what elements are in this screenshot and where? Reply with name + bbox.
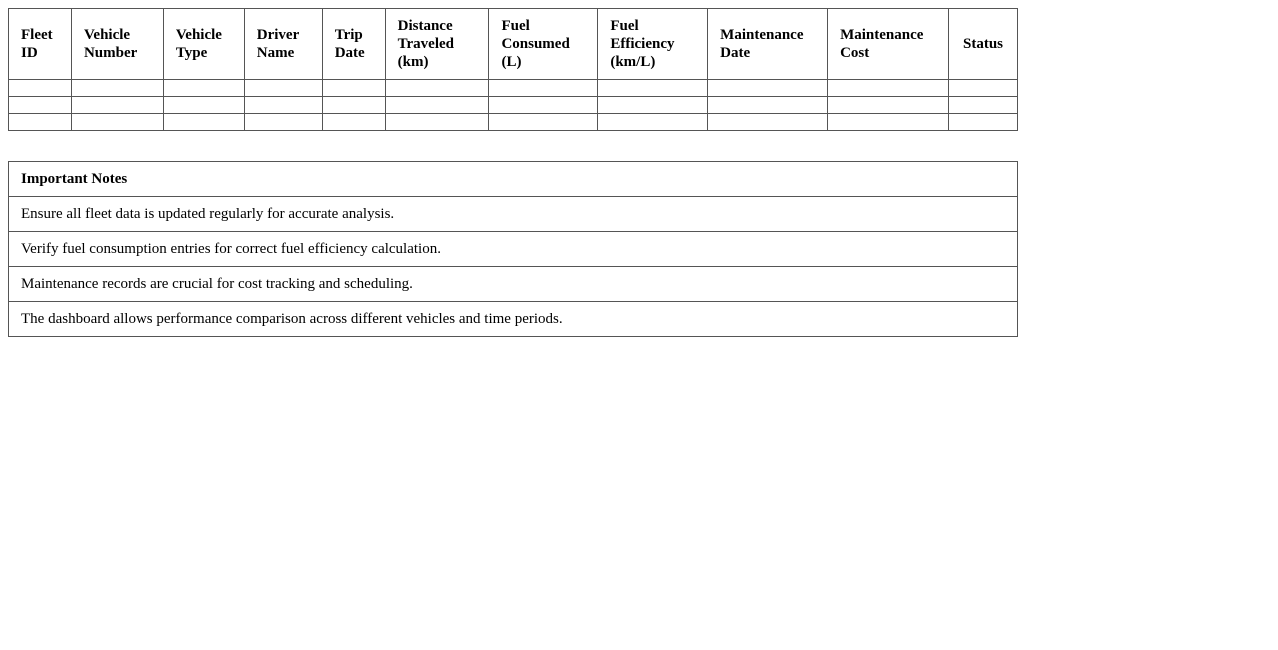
notes-header-row	[9, 162, 1018, 197]
table-cell[interactable]	[489, 80, 598, 97]
note-text: The dashboard allows performance comparison across different vehicles and time periods.	[9, 302, 1018, 337]
table-cell[interactable]	[598, 114, 708, 131]
table-cell[interactable]	[385, 114, 489, 131]
table-cell[interactable]	[828, 80, 949, 97]
table-cell[interactable]	[71, 80, 163, 97]
notes-title: Important Notes	[9, 162, 1018, 197]
table-cell[interactable]	[244, 114, 322, 131]
note-text: Verify fuel consumption entries for correct fuel efficiency calculation.	[9, 232, 1018, 267]
list-item	[9, 197, 1018, 232]
fleet-table-header-row	[9, 9, 1018, 80]
table-cell[interactable]	[71, 114, 163, 131]
table-cell[interactable]	[71, 97, 163, 114]
table-cell[interactable]	[322, 114, 385, 131]
table-cell[interactable]	[322, 80, 385, 97]
table-cell[interactable]	[244, 80, 322, 97]
table-cell[interactable]	[708, 97, 828, 114]
header-vehicle-type: Vehicle Type	[163, 9, 244, 80]
table-cell[interactable]	[9, 97, 72, 114]
table-cell[interactable]	[948, 80, 1017, 97]
table-cell[interactable]	[948, 97, 1017, 114]
table-cell[interactable]	[163, 80, 244, 97]
header-maintenance-date: Maintenance Date	[708, 9, 828, 80]
header-fleet-id: Fleet ID	[9, 9, 72, 80]
table-cell[interactable]	[489, 97, 598, 114]
table-cell[interactable]	[828, 114, 949, 131]
list-item	[9, 302, 1018, 337]
table-cell[interactable]	[163, 97, 244, 114]
list-item	[9, 232, 1018, 267]
header-vehicle-number: Vehicle Number	[71, 9, 163, 80]
important-notes-table	[8, 161, 1018, 337]
table-cell[interactable]	[598, 97, 708, 114]
table-row	[9, 80, 1018, 97]
table-cell[interactable]	[948, 114, 1017, 131]
table-cell[interactable]	[828, 97, 949, 114]
fleet-data-table	[8, 8, 1018, 131]
table-cell[interactable]	[385, 80, 489, 97]
table-cell[interactable]	[322, 97, 385, 114]
list-item	[9, 267, 1018, 302]
header-maintenance-cost: Maintenance Cost	[828, 9, 949, 80]
table-cell[interactable]	[385, 97, 489, 114]
header-fuel-consumed: Fuel Consumed (L)	[489, 9, 598, 80]
table-cell[interactable]	[708, 114, 828, 131]
table-cell[interactable]	[708, 80, 828, 97]
header-driver-name: Driver Name	[244, 9, 322, 80]
table-cell[interactable]	[244, 97, 322, 114]
table-cell[interactable]	[598, 80, 708, 97]
table-cell[interactable]	[9, 80, 72, 97]
table-cell[interactable]	[9, 114, 72, 131]
table-row	[9, 114, 1018, 131]
header-distance-traveled: Distance Traveled (km)	[385, 9, 489, 80]
header-trip-date: Trip Date	[322, 9, 385, 80]
header-status: Status	[948, 9, 1017, 80]
table-row	[9, 97, 1018, 114]
note-text: Ensure all fleet data is updated regularly for accurate analysis.	[9, 197, 1018, 232]
note-text: Maintenance records are crucial for cost tracking and scheduling.	[9, 267, 1018, 302]
table-cell[interactable]	[163, 114, 244, 131]
table-cell[interactable]	[489, 114, 598, 131]
header-fuel-efficiency: Fuel Efficiency (km/L)	[598, 9, 708, 80]
